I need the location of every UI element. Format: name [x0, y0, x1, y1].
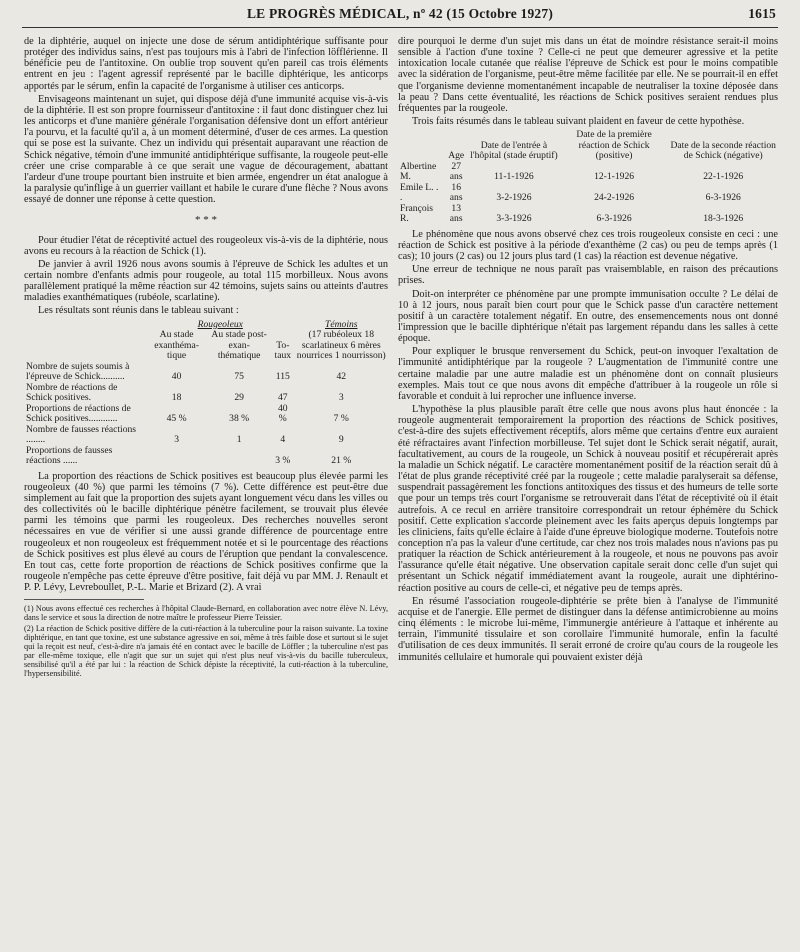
row-label: Nombre de fausses réactions ........	[26, 423, 137, 446]
row-label: Nombre de réactions de Schick positives.	[26, 381, 118, 404]
table-row	[24, 383, 388, 404]
cell: 6-3-1926	[596, 213, 632, 225]
cell: 3	[174, 434, 179, 446]
paragraph: Pour étudier l'état de réceptivité actuel des rougeoleux vis-à-vis de la diphtérie, nous avons eu recours à la réaction de Schick (1).	[24, 234, 388, 257]
cell: 7 %	[333, 413, 349, 425]
running-header	[24, 6, 776, 26]
column-header: (17 rubéoleux 18 scarlatineux 6 mères nourrices 1 nourrisson)	[296, 329, 386, 362]
page-number: 1615	[748, 6, 776, 21]
paragraph: Les résultats sont réunis dans le tableau suivant :	[38, 305, 239, 317]
cell: 3-2-1926	[496, 192, 532, 204]
cell: 27 ans	[449, 160, 463, 183]
column-header: Date de l'entrée à l'hôpital (stade éruptif)	[470, 139, 558, 162]
patient-name: François R.	[400, 202, 434, 225]
column-header: Date de la seconde réaction de Schick (négative)	[670, 139, 776, 162]
cell: 12-1-1926	[594, 171, 635, 183]
paragraph: En résumé l'association rougeole-diphtérie se prête bien à l'analyse de l'immunité acquise et de l'anergie. Elle permet de distinguer dans la défense antimicrobienne au moins cinq éléments : le microbe lui-même, l'immunergie antérieure à l'attaque et inhérente au terrain, l'immunité tissulaire et son corollaire l'immunité humorale, enfin la faculté d'utilisation de ces deux immunités. Il serait erroné de croire qu'au cours de la rougeole les immunités cellulaire et humorale qui pouvaient exister déjà	[398, 595, 778, 663]
footnote: (2) La réaction de Schick positive diffère de la cuti-réaction à la tuberculine pour la raison suivante. La toxine diphtérique, en tant que toxine, est une substance agressive en soi, même à très faible dose et surtout si le sujet qui la reçoit est neuf, c'est-à-dire n'a jamais été en contact avec le bacille de Löffler ; la tuberculine n'est pas par elle-même toxique, elle n'agit que sur un sujet qui n'est plus neuf vis-à-vis du bacille tuberculeux, sensibilisé qu'il a été par lui : la réaction de Schick dépiste la réceptivité, la cuti-réaction à la tuberculine, l'hypersensibilité.	[24, 624, 388, 679]
paragraph: dire pourquoi le derme d'un sujet mis dans un état de moindre résistance serait-il moins sensible à l'action d'une toxine ? Celle-ci ne peut que demeurer agressive et la petite intoxication locale cutanée que réalise l'épreuve de Schick est pour le moins compatible avec la sidération de l'organisme, peut-être même facilitée par elle. Ne se pourrait-il en effet que l'organisme devienne momentanément incapable de neutraliser la toxine déposée dans la peau ? Dans cette éventualité, les réactions de Schick positives seraient rendues plus fréquentes par la rougeole.	[398, 36, 778, 114]
paragraph: La proportion des réactions de Schick positives est beaucoup plus élevée parmi les rougeoleux (40 %) que parmi les témoins (7 %). Cette différence est peut-être due simplement au fait que la proportion des sujets ayant longuement vécu dans les villes ou des collectivités où le bacille diphtérique pénètre facilement, se trouvait plus élevée parmi les témoins que parmi les rougeoleux. Des recherches nouvelles seront nécessaires en vue de vérifier si une aussi grande différence de pourcentage entre rougeoleux et non rougeoleux est fréquemment notée et si le pourcentage des réactions de Schick positives est plus élevé au cours de l'éruption que pendant la convalescence. En tout cas, cette forte proportion de réactions de Schick positives confirme que la rougeole n'empêche pas cette épreuve d'être positive, fait déjà vu par MM. J. Renault et P. P. Lévy, Levreboullet, P.-L. Marie et Brizard (2). A vrai	[24, 470, 388, 594]
cell: 3-3-1926	[496, 213, 532, 225]
results-table	[24, 320, 388, 467]
cell: 13 ans	[449, 202, 463, 225]
cell	[146, 446, 207, 467]
column-header: Age	[448, 150, 465, 162]
cell: 22-1-1926	[703, 171, 744, 183]
table-row	[24, 404, 388, 425]
cell: 6-3-1926	[705, 192, 741, 204]
footnote-rule	[24, 599, 144, 600]
table-header-row	[398, 130, 778, 162]
cell: 4	[280, 434, 286, 446]
cell: 16 ans	[449, 181, 463, 204]
paragraph: Doit-on interpréter ce phénomène par une prompte immunisation occulte ? Le délai de 10 à 12 jours, nous paraît bien court pour que le Schick passe d'un caractère nettement positif à un caractère totalement négatif. En outre, des ensemencements nous ont donné l'impression que le bacille diphtérique n'était pas largement répandu dans les salles à cette époque.	[398, 288, 778, 345]
header-rule	[22, 27, 778, 28]
patient-name: Albertine M.	[400, 160, 437, 183]
table-row	[24, 446, 388, 467]
table-row	[24, 362, 388, 383]
section-separator: * * *	[195, 214, 217, 227]
cell: 18	[171, 392, 182, 404]
row-label: Proportions de réactions de Schick positives............	[26, 402, 131, 425]
paragraph: Une erreur de technique ne nous paraît pas vraisemblable, en raison des précautions prises.	[398, 264, 778, 287]
table-row	[398, 162, 778, 183]
cell: 40	[171, 371, 182, 383]
cell: 18-3-1926	[703, 213, 744, 225]
column-header: To-taux	[274, 339, 292, 362]
cases-table	[398, 130, 778, 225]
footnote: (1) Nous avons effectué ces recherches à l'hôpital Claude-Bernard, en collaboration avec notre élève N. Lévy, dans le service et sous la direction de notre maître le professeur Pierre Teissier.	[24, 604, 388, 623]
table-row	[398, 183, 778, 204]
cell: 29	[234, 392, 244, 404]
cell: 42	[336, 371, 347, 383]
group-header: Témoins	[325, 318, 358, 330]
group-header: Rougeoleux	[197, 318, 243, 330]
paragraph: Envisageons maintenant un sujet, qui dispose déjà d'une immunité acquise vis-à-vis de la diphtérie. Il est son propre fournisseur d'antitoxine : il faut donc distinguer chez lui les anticorps et d'une manière générale l'organisation défensive dont un effort antérieur l'a pourvu, et la faculté qu'il a, à un moment déterminé, d'user de ces armes. La question qui se pose est la suivante. Chez un individu qui présentait auparavant une réaction de Schick négative, témoin d'une immunité antidiphtérique suffisante, la rougeole peut-elle créer une crise comparable à ce que serait une vague de découragement, abattant l'ardeur d'une troupe pourtant bien instruite et bien armée, engendrer un état analogue à la paralysie qu'inflige à un guerrier vaillant et habile le curare d'une flèche ? Nous avons essayé de donner une réponse à cette question.	[24, 93, 388, 206]
cell: 24-2-1926	[594, 192, 635, 204]
paragraph: Pour expliquer le brusque renversement du Schick, peut-on invoquer l'exaltation de l'immunité antidiphtérique par la rougeole ? L'augmentation de l'immunité contre une certaine maladie par une autre maladie est un phénomène dont on connaît plusieurs exemples. Mais tout ce que nous avons dit empêche d'attribuer à la rougeole un rôle si favorable et conduit à lui reprocher une influence inverse.	[398, 346, 778, 402]
cell: 40 %	[278, 402, 288, 425]
paragraph: Le phénomène que nous avons observé chez ces trois rougeoleux consiste en ceci : une réaction de Schick est positive à la période d'exanthème (2 cas) ou peu de temps après (1 cas); 10 jours (2 cas) ou 12 jours plus tard (1 cas) la réaction est devenue négative.	[398, 228, 778, 263]
cell: 3 %	[275, 455, 291, 467]
column-header: Date de la première réaction de Schick (positive)	[576, 129, 652, 162]
column-header: Au stade exanthéma-tique	[154, 329, 199, 362]
patient-name: Emile L. . .	[400, 181, 439, 204]
row-label: Proportions de fausses réactions ......	[26, 444, 113, 467]
paragraph: Trois faits résumés dans le tableau suivant plaident en faveur de cette hypothèse.	[412, 116, 745, 128]
left-column	[24, 36, 388, 680]
table-row	[398, 204, 778, 225]
paragraph: L'hypothèse la plus plausible paraît être celle que nous avons plus haut énoncée : la rougeole augmenterait temporairement la proportion des réactions de Schick positives, c'est-à-dire des sujets effectivement réceptifs, alors même que certains d'entre eux auraient été réfractaires avant l'infection morbilleuse. Tel sujet dont le Schick serait négatif, aurait, facultativement, au cours de la rougeole, un Schick à nouveau positif et récupérerait après la maladie un Schick négatif. Le caractère momentanément positif de la réaction serait dû à l'état de plus grande réceptivité créé par la rougeole ; cette maladie paralyserait sa défense, suspendrait passagèrement les fonctions antitoxiques des tissus et des humeurs de telle sorte que pour un temps très court l'organisme se retrouverait dans l'état de réceptivité où il était autrefois. A ce recul en arrière transitoire correspondrait un retour éphémère du Schick positif. Cette explication s'accorde pleinement avec les faits aperçus depuis longtemps par les cliniciens, faits qu'elle éclaire à l'aide d'une épreuve biologique moderne. Toutefois notre conception n'a pas la valeur d'une certitude, car chez nos trois malades nous n'avions pas pu pratiquer la réaction de Schick antérieurement à la rougeole, et nous ne pouvons pas avoir l'assurance qu'elle était négative. Une observation capitale serait donc celle d'un sujet qui présentant un Schick négatif immédiatement avant la rougeole, aurait une diphtérino-réaction positive au cours de celle-ci, et négative peu de temps après.	[398, 404, 778, 594]
table-row	[24, 425, 388, 446]
cell: 9	[338, 434, 344, 446]
right-column	[398, 36, 778, 665]
cell: 21 %	[331, 455, 352, 467]
cell: 1	[236, 434, 242, 446]
cell	[207, 446, 271, 467]
cell: 45 %	[166, 413, 187, 425]
table-header-row	[24, 330, 388, 362]
cell: 11-1-1926	[494, 171, 534, 183]
journal-title: LE PROGRÈS MÉDICAL, nº 42 (15 Octobre 1927)	[246, 6, 554, 21]
paragraph: De janvier à avril 1926 nous avons soumis à l'épreuve de Schick les adultes et un certain nombre d'enfants admis pour rougeole, au total 115 morbilleux. Nous avons parallèlement pratiqué la même réaction sur 42 témoins, sujets sains ou atteints d'autres maladies exanthématiques (rubéole, scarlatine).	[24, 258, 388, 304]
cell: 47	[278, 392, 288, 404]
cell: 75	[234, 371, 244, 383]
column-header: Au stade post-exan-thématique	[211, 329, 267, 362]
cell: 38 %	[229, 413, 250, 425]
cell: 115	[275, 371, 290, 383]
paragraph: de la diphtérie, auquel on injecte une dose de sérum antidiphtérique suffisante pour protéger des individus sains, n'est pas toujours mis à l'abri de l'infection löfflérienne. Il bénéficie peu de l'antitoxine. On oublie trop souvent qu'en pareil cas trois éléments entrent en jeu : l'agent agressif représenté par le bacille diphtérique, les anticorps apportés par le sérum, enfin la capacité de l'organisme à utiliser ces anticorps.	[24, 36, 388, 92]
row-label: Nombre de sujets soumis à l'épreuve de Schick..........	[26, 360, 130, 383]
cell: 3	[338, 392, 344, 404]
